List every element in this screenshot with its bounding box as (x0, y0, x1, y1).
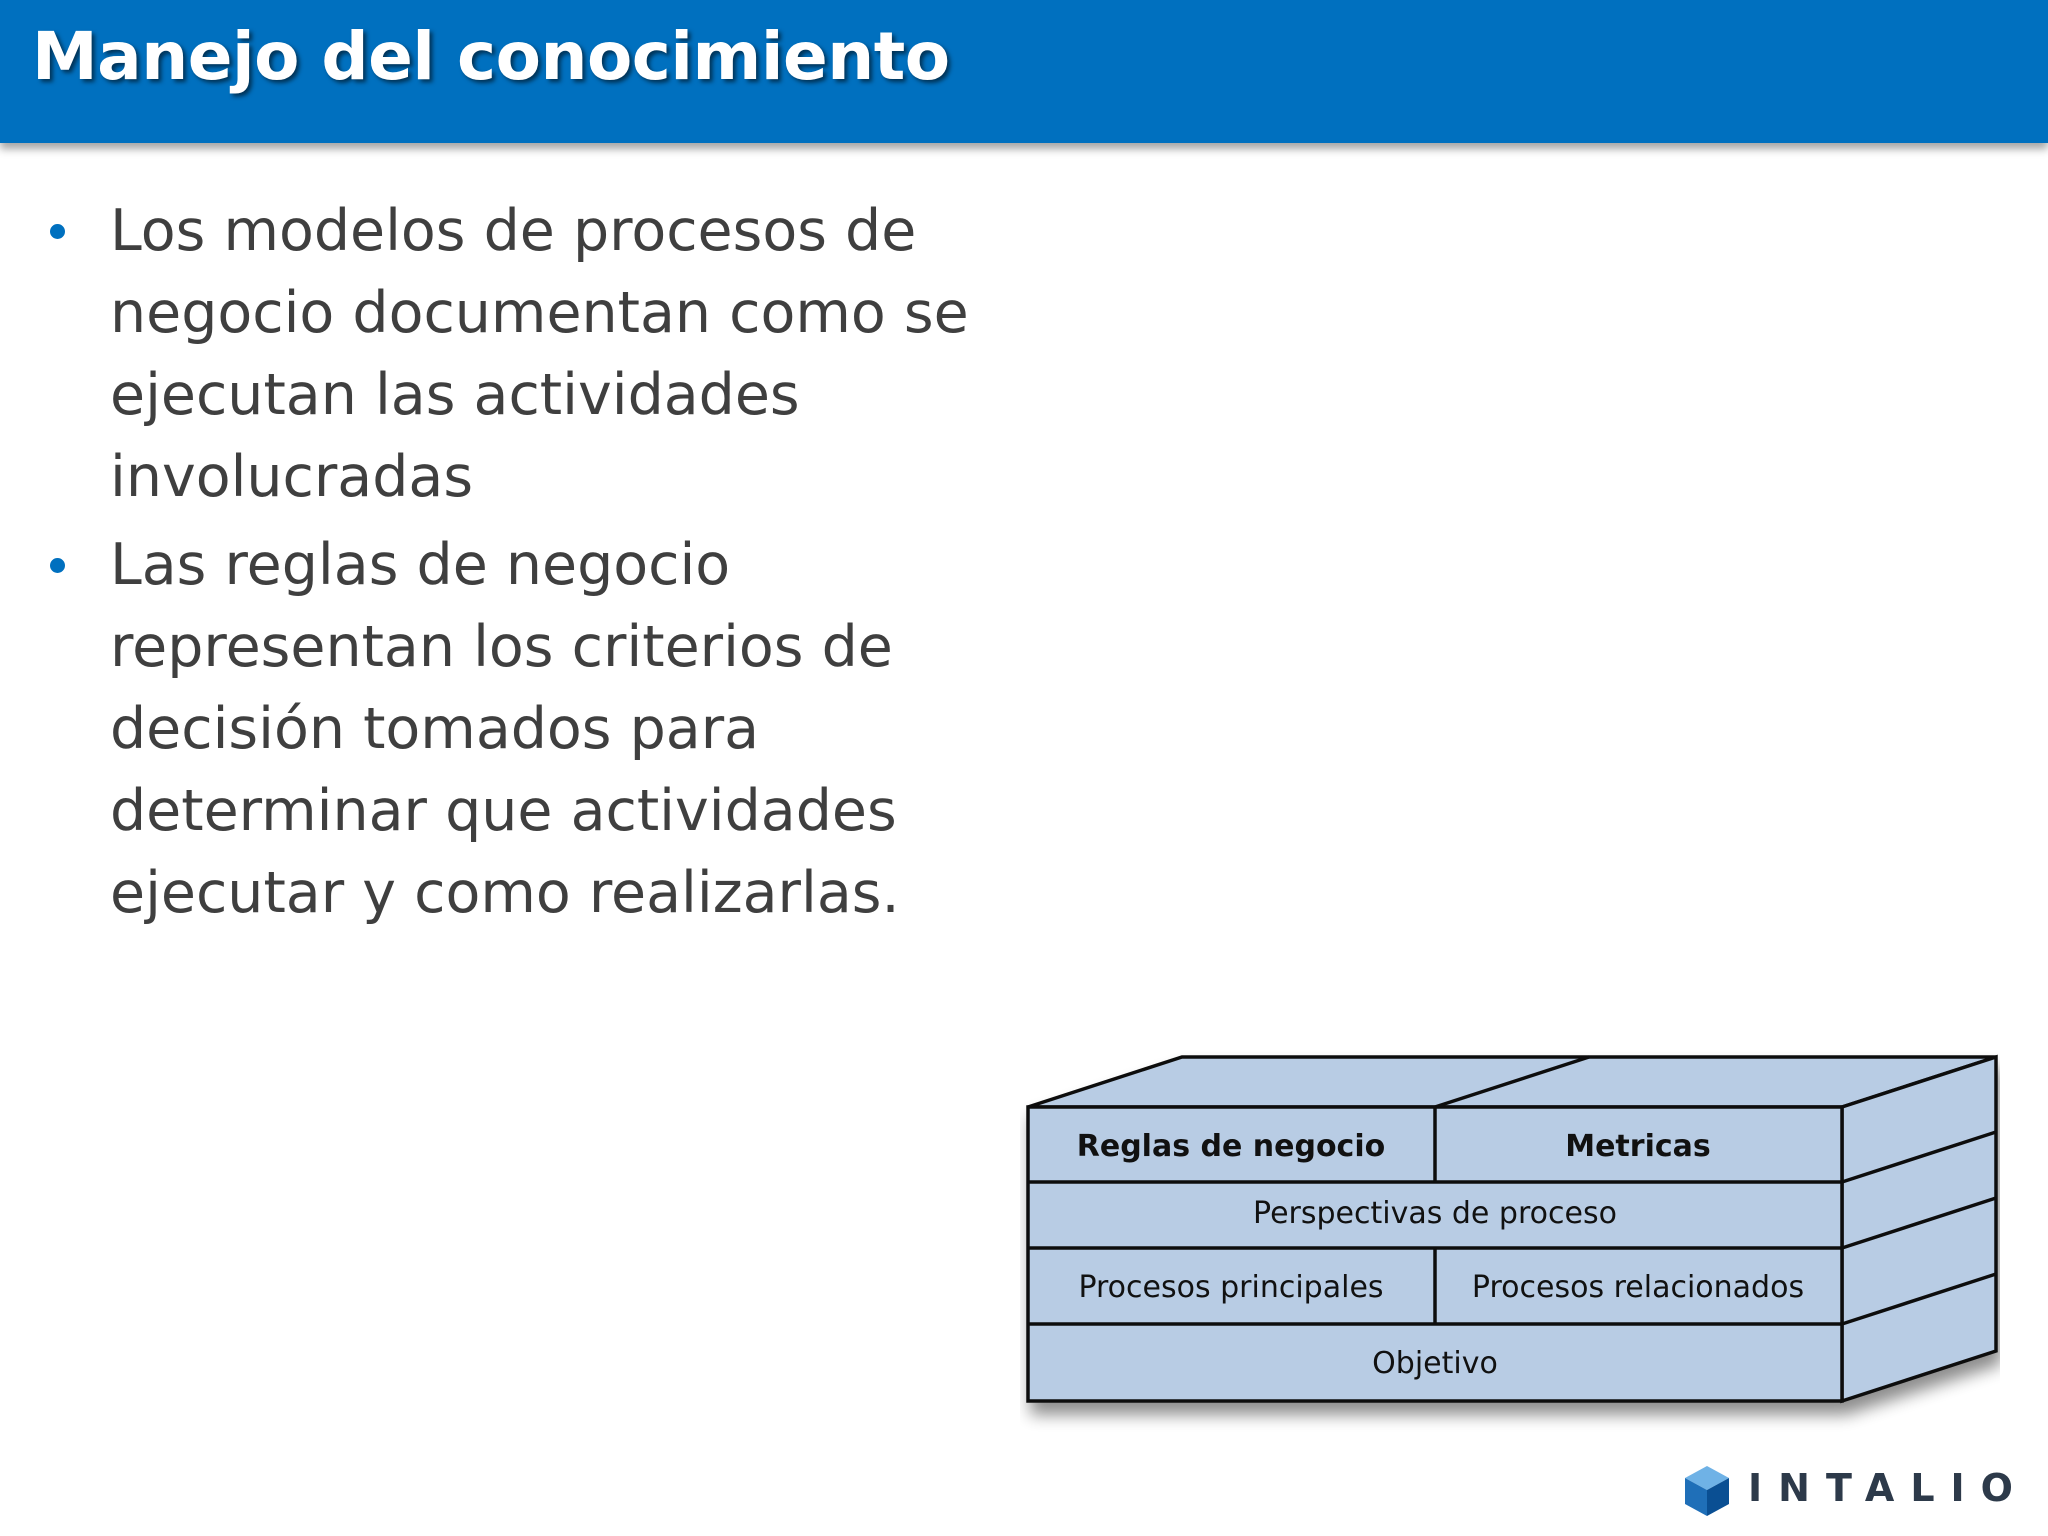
cell-metricas: Metricas (1565, 1129, 1711, 1164)
cube-icon (1682, 1464, 1732, 1518)
intalio-logo (1676, 1462, 2036, 1522)
bullet-item (44, 524, 1044, 934)
slide-title: Manejo del conocimiento (32, 18, 950, 95)
cell-procesos-principales: Procesos principales (1078, 1270, 1384, 1305)
cell-reglas-de-negocio: Reglas de negocio (1076, 1129, 1386, 1164)
bullet-dot-icon (50, 224, 65, 239)
cell-procesos-relacionados: Procesos relacionados (1471, 1270, 1805, 1305)
box-side-face (1842, 1057, 1996, 1401)
logo-text: INTALIO (1748, 1466, 2029, 1510)
bullet-item (44, 190, 1044, 518)
bullet-text: Las reglas de negocio representan los criterios de decisión tomados para determinar que actividades ejecutar y como realizarlas. (110, 532, 900, 926)
bullet-dot-icon (50, 558, 65, 573)
knowledge-box-diagram (1020, 1050, 2000, 1440)
cell-objetivo: Objetivo (1372, 1346, 1498, 1381)
cell-perspectivas-de-proceso: Perspectivas de proceso (1253, 1196, 1617, 1231)
title-bar (0, 0, 2048, 143)
bullet-list (44, 190, 1044, 940)
bullet-text: Los modelos de procesos de negocio documentan como se ejecutan las actividades involucradas (110, 198, 969, 510)
